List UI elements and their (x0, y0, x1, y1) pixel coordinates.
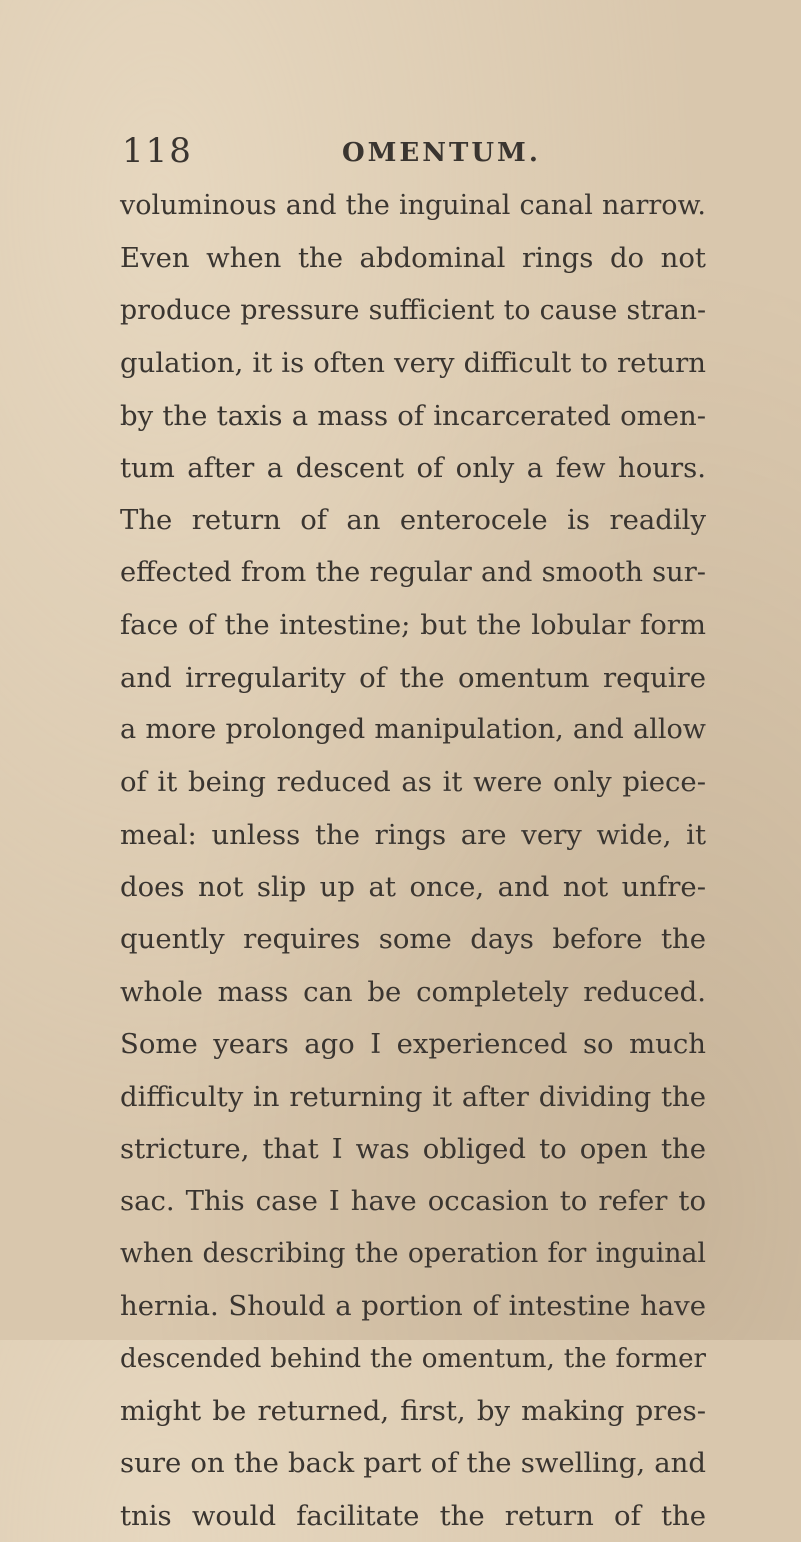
text-line: quently requires some days before the (120, 923, 706, 956)
text-line: whole mass can be completely reduced. (120, 975, 706, 1008)
running-head: OMENTUM. (342, 138, 541, 168)
text-line: a more prolonged manipulation, and allow (120, 713, 706, 745)
text-line: might be returned, first, by making pres- (120, 1394, 706, 1427)
text-line: gulation, it is often very difficult to return (120, 347, 706, 380)
text-line: descended behind the omentum, the former (120, 1343, 706, 1374)
page-number: 118 (122, 131, 193, 171)
text-line: The return of an enterocele is readily (120, 504, 706, 537)
page-header (122, 126, 722, 176)
text-line: sac. This case I have occasion to refer to (120, 1185, 706, 1218)
text-line: Even when the abdominal rings do not (120, 242, 706, 275)
text-line: does not slip up at once, and not unfre- (120, 871, 706, 904)
text-line: voluminous and the inguinal canal narrow. (120, 190, 706, 221)
text-line: of it being reduced as it were only piece- (120, 766, 706, 799)
text-line: stricture, that I was obliged to open the (120, 1133, 706, 1166)
text-line: sure on the back part of the swelling, and (120, 1447, 706, 1480)
text-line: by the taxis a mass of incarcerated omen- (120, 399, 706, 432)
text-line: face of the intestine; but the lobular form (120, 609, 706, 642)
body-text (120, 180, 706, 1542)
text-line: difficulty in returning it after dividing the (120, 1080, 706, 1113)
text-line: tnis would facilitate the return of the (120, 1499, 706, 1532)
text-line: and irregularity of the omentum require (120, 661, 706, 694)
text-line: hernia. Should a portion of intestine have (120, 1290, 706, 1323)
text-line: Some years ago I experienced so much (120, 1028, 706, 1061)
text-line: effected from the regular and smooth sur- (120, 556, 706, 588)
text-line: produce pressure sufficient to cause stran- (120, 294, 706, 326)
text-line: tum after a descent of only a few hours. (120, 451, 706, 484)
text-line: meal: unless the rings are very wide, it (120, 818, 706, 851)
text-line: when describing the operation for inguinal (120, 1237, 706, 1269)
